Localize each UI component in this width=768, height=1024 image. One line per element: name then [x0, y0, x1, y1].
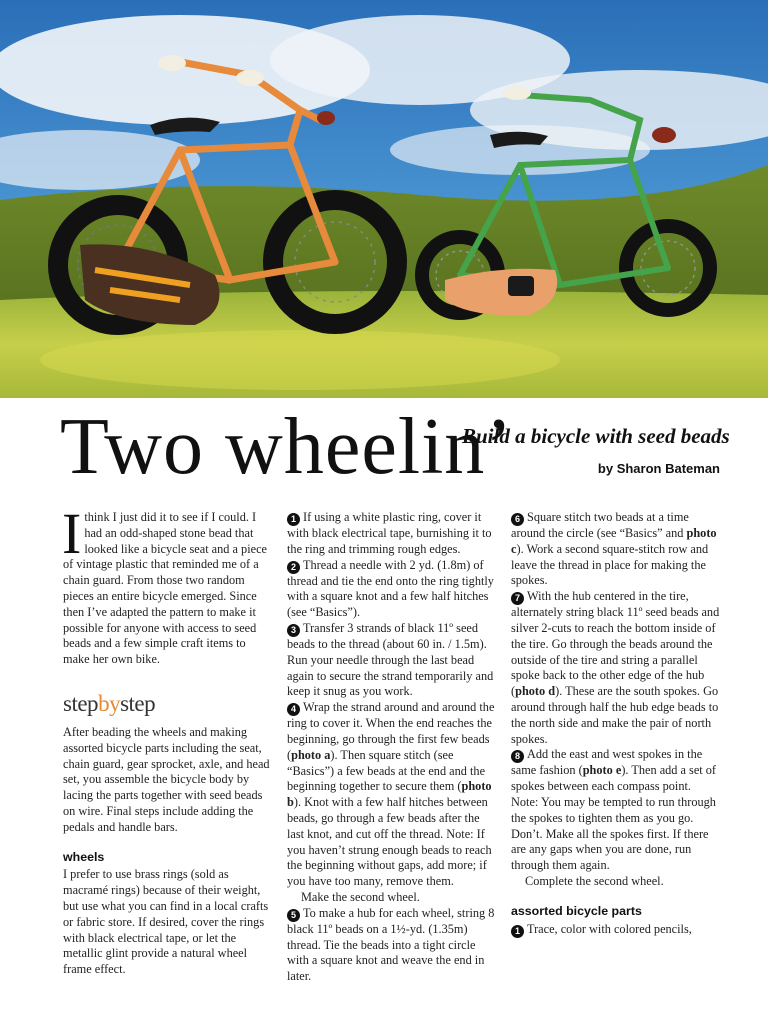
step-by-step-heading: stepbystep: [63, 690, 156, 716]
hero-photo: [0, 0, 768, 398]
photo-reference: photo b: [287, 779, 492, 810]
photo-reference: photo c: [511, 526, 717, 556]
wheel-step-3: 3 Transfer 3 strands of black 11º seed beads to the thread (about 60 in. / 1.5m). Run your needle through the last bead again to secure the strand temporarily and keep it snug as you work.: [287, 620, 494, 699]
wheel-step-4: 4 Wrap the strand around and around the ring to cover it. When the end reaches the beginning, go through the first few beads (photo a). Then square stitch (see “Basics”) a few beads at the end and the beginning together to secure them (photo b). Knot with a few half hitches between beads, go through a few beads after the last knot, and cut off the thread. Note: If you haven’t strung enough beads to reach the beginning without gaps, add more; if you have too many, remove them.: [287, 700, 495, 889]
column-2: [287, 510, 495, 985]
wheels-intro-paragraph: I prefer to use brass rings (sold as macramé rings) because of their weight, but use what you can find in a local crafts or fabric store. If desired, cover the rings with black electrical tape, or let the metallic glint provide a natural wheel frame effect.: [63, 867, 269, 977]
step-number-badge: 1: [287, 513, 300, 526]
wheel-step-6: 6 Square stitch two beads at a time around the circle (see “Basics” and photo c). Work a second square-stitch row and leave the thread in place for making the spokes.: [511, 510, 717, 588]
photo-reference: photo a: [291, 747, 331, 762]
wheel-step-8: 8 Add the east and west spokes in the same fashion (photo e). Then add a set of spokes between each compass point. Note: You may be tempted to run through the spokes to tighten them as you go. Don’t. Make all the spokes first. If there are any gaps when you are done, run through them again.: [511, 747, 717, 873]
wheel-step-5: 5 To make a hub for each wheel, string 8 black 11º beads on a 1½-yd. (1.35m) thread. Tie the beads into a tight circle with a square knot and weave the end in later.: [287, 905, 495, 984]
column-1: [62, 501, 273, 978]
photo-reference: photo d: [515, 684, 556, 699]
column-3: [511, 510, 721, 938]
wheel-step-7: 7 With the hub centered in the tire, alternately string black 11º seed beads and silver 2-cuts to reach the bottom inside of the tire. Go through the beads around the outside of the tire and string a parallel spoke back to the other edge of the hub (photo d). These are the south spokes. Go around through half the hub edge beads to the north side and make the pair of north spokes.: [511, 589, 720, 746]
step-number-badge: 2: [287, 561, 300, 574]
step-number-badge: 5: [287, 909, 300, 922]
photo-reference: photo e: [582, 763, 622, 778]
step-number-badge: 1: [511, 925, 524, 938]
wheel-step-2: 2 Thread a needle with 2 yd. (1.8m) of thread and tie the end onto the ring tightly with a square knot and a few half hitches (see “Basics”).: [287, 557, 494, 620]
author-byline: by Sharon Bateman: [597, 461, 720, 476]
article-subtitle: Build a bicycle with seed beads: [462, 424, 730, 448]
intro-text: think I just did it to see if I could. I had an odd-shaped stone bead that looked like a bicycle seat and a piece of vintage plastic that reminded me of a chain guard. From those two random pieces an entire bicycle emerged. Since then I’ve adapted the pattern to make it possible for anyone with access to seed beads and a few simple craft items to make her own bike.: [63, 510, 267, 667]
drop-cap: I: [62, 501, 82, 566]
wheel-step-1: 1 If using a white plastic ring, cover it with black electrical tape, burnishing it to the ring and trimming rough edges.: [287, 510, 492, 556]
article-title: Two wheelin’: [60, 403, 513, 491]
step-number-badge: 4: [287, 703, 300, 716]
complete-second-wheel-note: Complete the second wheel.: [525, 873, 664, 888]
step-number-badge: 7: [511, 592, 524, 605]
wheels-heading: wheels: [63, 849, 105, 864]
step-number-badge: 6: [511, 513, 524, 526]
overview-paragraph: After beading the wheels and making assorted bicycle parts including the seat, chain guard, gear sprocket, axle, and head set, you assemble the bicycle body by lacing the parts together with seed beads on wire. Final steps include adding the pedals and handle bars.: [63, 724, 270, 834]
bicycle-parts-heading: assorted bicycle parts: [511, 903, 642, 918]
intro-paragraph: [62, 501, 273, 668]
make-second-wheel-note: Make the second wheel.: [301, 889, 420, 904]
parts-step-1: 1 Trace, color with colored pencils,: [511, 922, 721, 938]
step-number-badge: 3: [287, 624, 300, 637]
step-number-badge: 8: [511, 750, 524, 763]
